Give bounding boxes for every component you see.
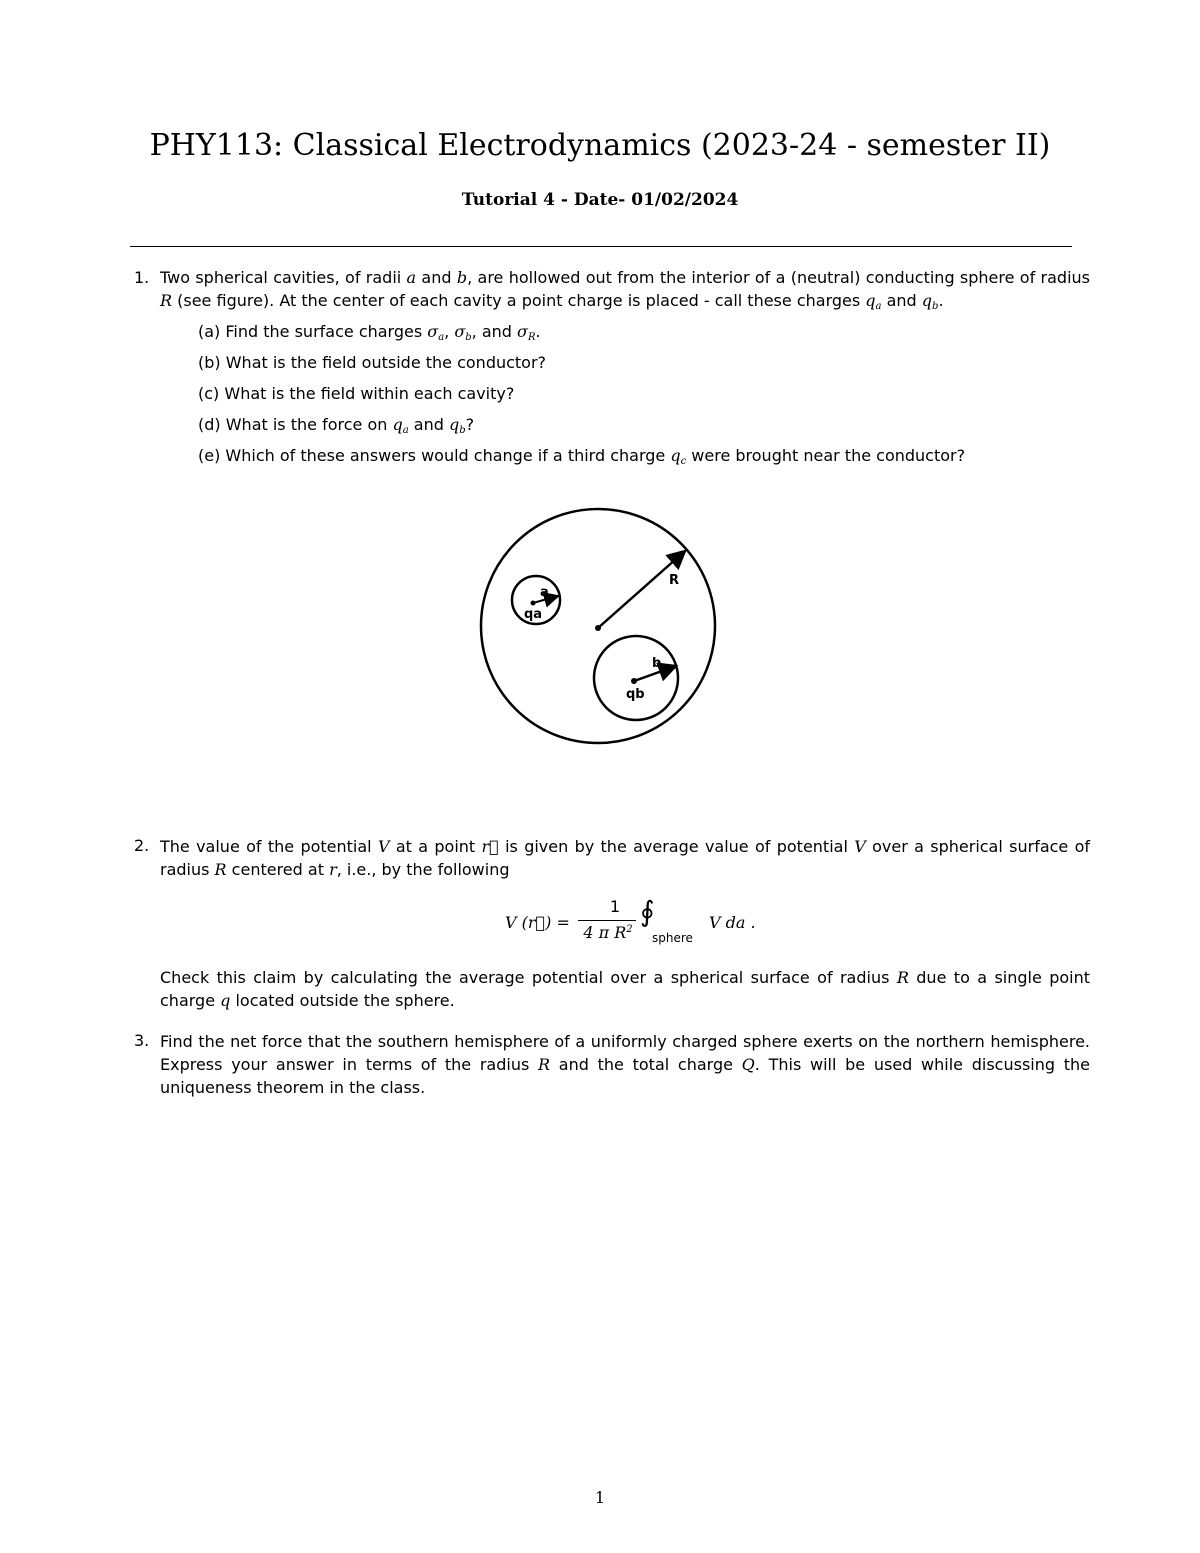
charge-qb-dot (631, 678, 637, 684)
problem-1-part-b: (b) What is the field outside the conductor? (198, 353, 547, 372)
radius-R-arrow (598, 551, 685, 628)
problem-3-number: 3. (134, 1031, 150, 1050)
header-divider (130, 246, 1072, 247)
problem-2-number: 2. (134, 836, 150, 855)
document-subtitle: Tutorial 4 - Date- 01/02/2024 (461, 190, 739, 210)
problem-1-statement: Two spherical cavities, of radii a and b, are hollowed out from the interior of a (neutral) conducting sphere of radius R (see figure). At the center of each cavity a point charge is placed - call these charges $q_a$ and $q_b$. (160, 268, 1091, 312)
equation-integrand: V da . (709, 913, 756, 932)
problem-1-part-c: (c) What is the field within each cavity? (198, 384, 515, 403)
problem-3-statement: Find the net force that the southern hemisphere of a uniformly charged sphere exerts on the northern hemisphere. Express your answer in terms of the radius R and the total charge Q. This will be used while discussing the uniqueness theorem in the class. (160, 1032, 1090, 1097)
page-number: 1 (594, 1488, 606, 1507)
label-b: b (652, 656, 662, 671)
problem-1-part-a: (a) Find the surface charges $\sigma_a$, $\sigma_b$, and $\sigma_R$. (198, 322, 541, 343)
integral-limit: sphere (652, 931, 693, 945)
problem-1-part-d: (d) What is the force on $q_a$ and $q_b$? (198, 415, 475, 436)
problem-1-part-e: (e) Which of these answers would change if a third charge $q_c$ were brought near the conductor? (198, 446, 966, 467)
cavity-b (594, 636, 678, 720)
label-qa: qa (524, 607, 543, 622)
equation-lhs: V (r⃗) = (505, 913, 570, 932)
label-a: a (540, 585, 549, 600)
conducting-sphere-figure (470, 500, 730, 760)
equation-numerator: 1 (609, 897, 621, 916)
closed-integral-symbol: ∮ (640, 895, 655, 928)
charge-qa-dot (531, 601, 536, 606)
label-R: R (669, 573, 680, 588)
document-title: PHY113: Classical Electrodynamics (2023-24 - semester II) (149, 128, 1051, 163)
equation-denominator: 4 π $R^2$ (583, 923, 633, 942)
problem-2-statement: The value of the potential V at a point r⃗ is given by the average value of potential V over a spherical surface of radius R centered at r, i.e., by the following (160, 837, 1091, 879)
problem-2-check: Check this claim by calculating the average potential over a spherical surface of radius R due to a single point charge q located outside the sphere. (160, 968, 1091, 1010)
fraction-bar (578, 920, 636, 921)
problem-1-number: 1. (134, 268, 150, 287)
mean-value-equation (505, 895, 765, 955)
sphere-center-dot (595, 625, 601, 631)
label-qb: qb (626, 687, 645, 702)
